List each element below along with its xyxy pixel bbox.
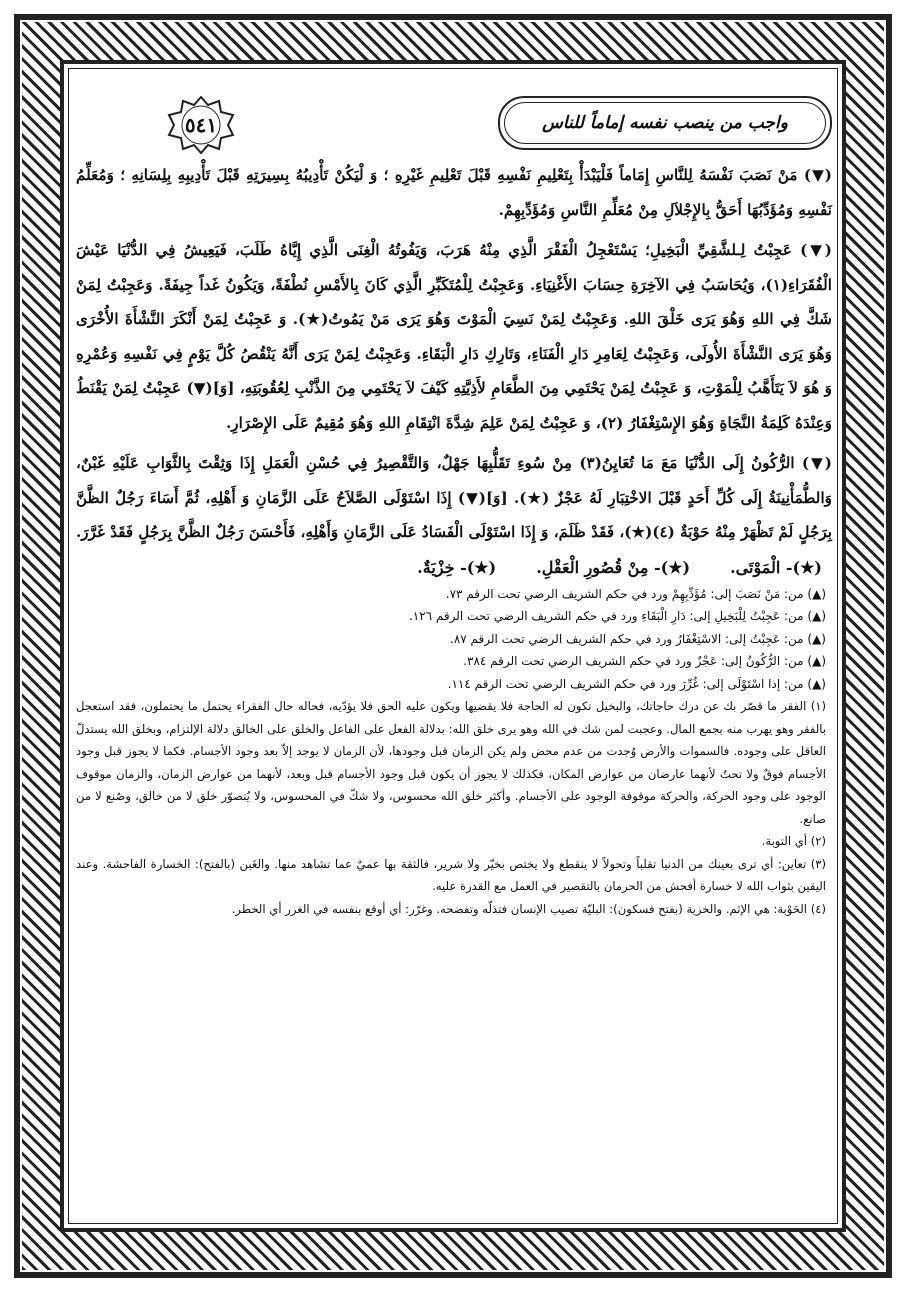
- star-note: (★)- مِنْ قُصُورِ الْعَقْلِ.: [536, 557, 691, 577]
- star-note: (★)- خِزْيَةٌ.: [417, 557, 497, 577]
- footnotes: [76, 695, 826, 920]
- reference-line: (▲) من: عَجِبْتُ لِلْبَخِيلِ إلى: دَارِ الْبَقَاءِ ورد في حكم الشريف الرضي تحت الرقم ١٢٦.: [408, 609, 826, 623]
- page-number-badge: [166, 96, 236, 154]
- reference-line: (▲) من: عَجِبْتُ إلى: الاسْتِغْفَارُ ورد في حكم الشريف الرضي تحت الرقم ٨٧.: [450, 631, 826, 646]
- footnote: (١) الفقر ما قصّر بك عن درك حاجاتك، والبخيل تكون له الحاجة فلا يقضيها ويكون عليه الحق فلا يؤدّيه، فحاله حال الفقراء يحتمل ما يحتملون، فقد استعجل بالفقر وهو يهرب منه بجمع المال. وعجبت لمن شك في الله وهو يرى خلق الله: بدلالة الفعل على الفاعل والخلق على الخالق دلالة الإلتزام، وبخلق الله يستدلّ العاقل على وجوده. فالسموات والأرض وُجدت من عدم محض ولم يكن الزمان قبل وجودها، لأن الزمان لا يوجد إلاّ بعد وجود الأجسام. فكما لا يجوز قبل وجود الأجسام فوقٌ ولا تحتٌ لأنهما عارضان من عوارض المكان، فكذلك لا يجوز أن يكون قبل وجود الأجسام قبل وبعد، لأنهما من عوارض الزمان، والزمان موقوف الوجود على وجود الحركة، والحركة موقوفة الوجود على الأجسام. وأكثر خلق الله محسوس، ولا شكّ في المحسوس، ولا يُتصوّر خلق لا من خالق، وصُنع لا من صانع.: [76, 699, 826, 826]
- footnote: (٤) الحَوْبة: هي الإثم. والخزية (بفتح فسكون): البليّة تصيب الإنسان فتذلّه وتفضحه. وغرّر: أي أوقع بنفسه في الغرر أي الخطر.: [231, 901, 826, 916]
- running-title-box: [498, 96, 832, 150]
- running-title: واجب من ينصب نفسه إماماً للناس: [542, 113, 788, 133]
- reference-line: (▲) من: مَنْ نَصَبَ إلى: مُؤَدِّبِهِمْ ورد في حكم الشريف الرضي تحت الرقم ٧٣.: [445, 586, 826, 601]
- reference-line: (▲) من: إذا اسْتَوْلَى إلى: غُرِّرَ ورد في حكم الشريف الرضي تحت الرقم ١١٤.: [447, 676, 826, 691]
- footnote: (٢) أي التوبة.: [761, 834, 826, 848]
- page-header: [76, 96, 832, 158]
- star-notes: [76, 558, 822, 577]
- star-note: (★)- الْمَوْتَى.: [730, 557, 822, 577]
- paragraph-3: (▼) الرُّكُونُ إِلَى الدُّنْيَا مَعَ مَا تُعَايِنُ(٣) مِنْ سُوءِ تَقَلُّبِهَا جَهْلٌ، وَالتَّقْصِيرُ فِي حُسْنِ الْعَمَلِ إِذَا وَثِقْتَ بِالثَّوَابِ عَلَيْهِ غَبْنٌ، وَالطُّمَأْنِينَةُ إِلَى كُلِّ أَحَدٍ قَبْلَ الاخْتِبَارِ لَهُ عَجْزٌ (★). [وَ](▼) إِذَا اسْتَوْلَى الصَّلاَحُ عَلَى الزَّمَانِ وَ أَهْلِهِ، ثُمَّ أَسَاءَ رَجُلٌ الظَّنَّ بِرَجُلٍ لَمْ تَظْهَرْ مِنْهُ حَوْبَةٌ (٤)(★)، فَقَدْ ظَلَمَ، وَ إِذَا اسْتَوْلَى الْفَسَادُ عَلَى الزَّمَانِ وَأَهْلِهِ، فَأَحْسَنَ رَجُلٌ الظَّنَّ بِرَجُلٍ فَقَدْ غَرَّرَ.: [75, 454, 832, 541]
- paragraph-2: (▼) عَجِبْتُ لِـلشَّقِيِّ الْبَخِيلِ؛ يَسْتَعْجِلُ الْفَقْرَ الَّذِي مِنْهُ هَرَبَ، وَيَفُوتُهُ الْغِنَى الَّذِي إِيَّاهُ طَلَبَ، فَيَعِيشُ فِي الدُّنْيَا عَيْشَ الْفُقَرَاءِ(١)، وَيُحَاسَبُ فِي الآخِرَةِ حِسَابَ الأَغْنِيَاءِ. وَعَجِبْتُ لِلْمُتَكَبِّرِ الَّذِي كَانَ بِالأَمْسِ نُطْفَةً، وَيَكُونُ غَداً جِيفَةً. وَعَجِبْتُ لِمَنْ شَكَّ فِي اللهِ وَهُوَ يَرَى خَلْقَ اللهِ. وَعَجِبْتُ لِمَنْ نَسِيَ الْمَوْتَ وَهُوَ يَرَى مَنْ يَمُوتُ(★). وَ عَجِبْتُ لِمَنْ أَنْكَرَ النَّشْأَةَ الأُخْرَى وَهُوَ يَرَى النَّشْأَةَ الأُولَى، وَعَجِبْتُ لِعَامِرِ دَارِ الْفَنَاءِ، وَتَارِكِ دَارِ الْبَقَاءِ. وَعَجِبْتُ لِمَنْ يَرَى أَنَّهُ يَنْقُصُ كُلَّ يَوْمٍ فِي نَفْسِهِ وَعُمْرِهِ وَ هُوَ لاَ يَتَأَهَّبُ لِلْمَوْتِ، وَ عَجِبْتُ لِمَنْ يَحْتَمِي مِنَ الطَّعَامِ لأَذِيَّتِهِ كَيْفَ لاَ يَحْتَمِي مِنَ الذَّنْبِ لِعُقُوبَتِهِ، [وَ](▼) عَجِبْتُ لِمَنْ يَقْنَطُ وَعِنْدَهُ كَلِمَةُ النَّجَاةِ وَهُوَ الإِسْتِغْفَارُ (٢)، وَ عَجِبْتُ لِمَنْ عَلِمَ شِدَّةَ انْتِقَامِ اللهِ وَهُوَ مُقِيمٌ عَلَى الإِصْرَارِ.: [76, 241, 832, 432]
- footnote: (٣) تعاين: أي ترى بعينك من الدنيا تقلباً وتحولاً لا ينقطع ولا يختص بخيّر ولا شرير، فالثقة بها عميٌ عما تشاهد منها. والغَبن (بالفتح): الخسارة الفاحشة. وعند اليقين بثواب الله لا خسارة أفحش من الحرمان بالتقصير في العمل مع القدرة عليه.: [76, 856, 826, 893]
- page-content: [76, 96, 832, 1226]
- paragraph-1: (▼) مَنْ نَصَبَ نَفْسَهُ لِلنَّاسِ إِمَاماً فَلْيَبْدَأْ بِتَعْلِيمِ نَفْسِهِ قَبْلَ تَعْلِيمِ غَيْرِهِ ؛ وَ لْيَكُنْ تَأْدِيبُهُ بِسِيرَتِهِ قَبْلَ تَأْدِيبِهِ بِلِسَانِهِ ؛ وَمُعَلِّمُ نَفْسِهِ وَمُؤَدِّبُهَا أَحَقُّ بِالإِجْلاَلِ مِنْ مُعَلِّمِ النَّاسِ وَمُؤَدِّبِهِمْ.: [76, 166, 832, 219]
- source-references: [76, 583, 826, 696]
- page-number: ٥٤١: [184, 113, 218, 137]
- reference-line: (▲) من: الرُّكُونُ إلى: عَجْزٌ ورد في حكم الشريف الرضي تحت الرقم ٣٨٤.: [463, 654, 826, 668]
